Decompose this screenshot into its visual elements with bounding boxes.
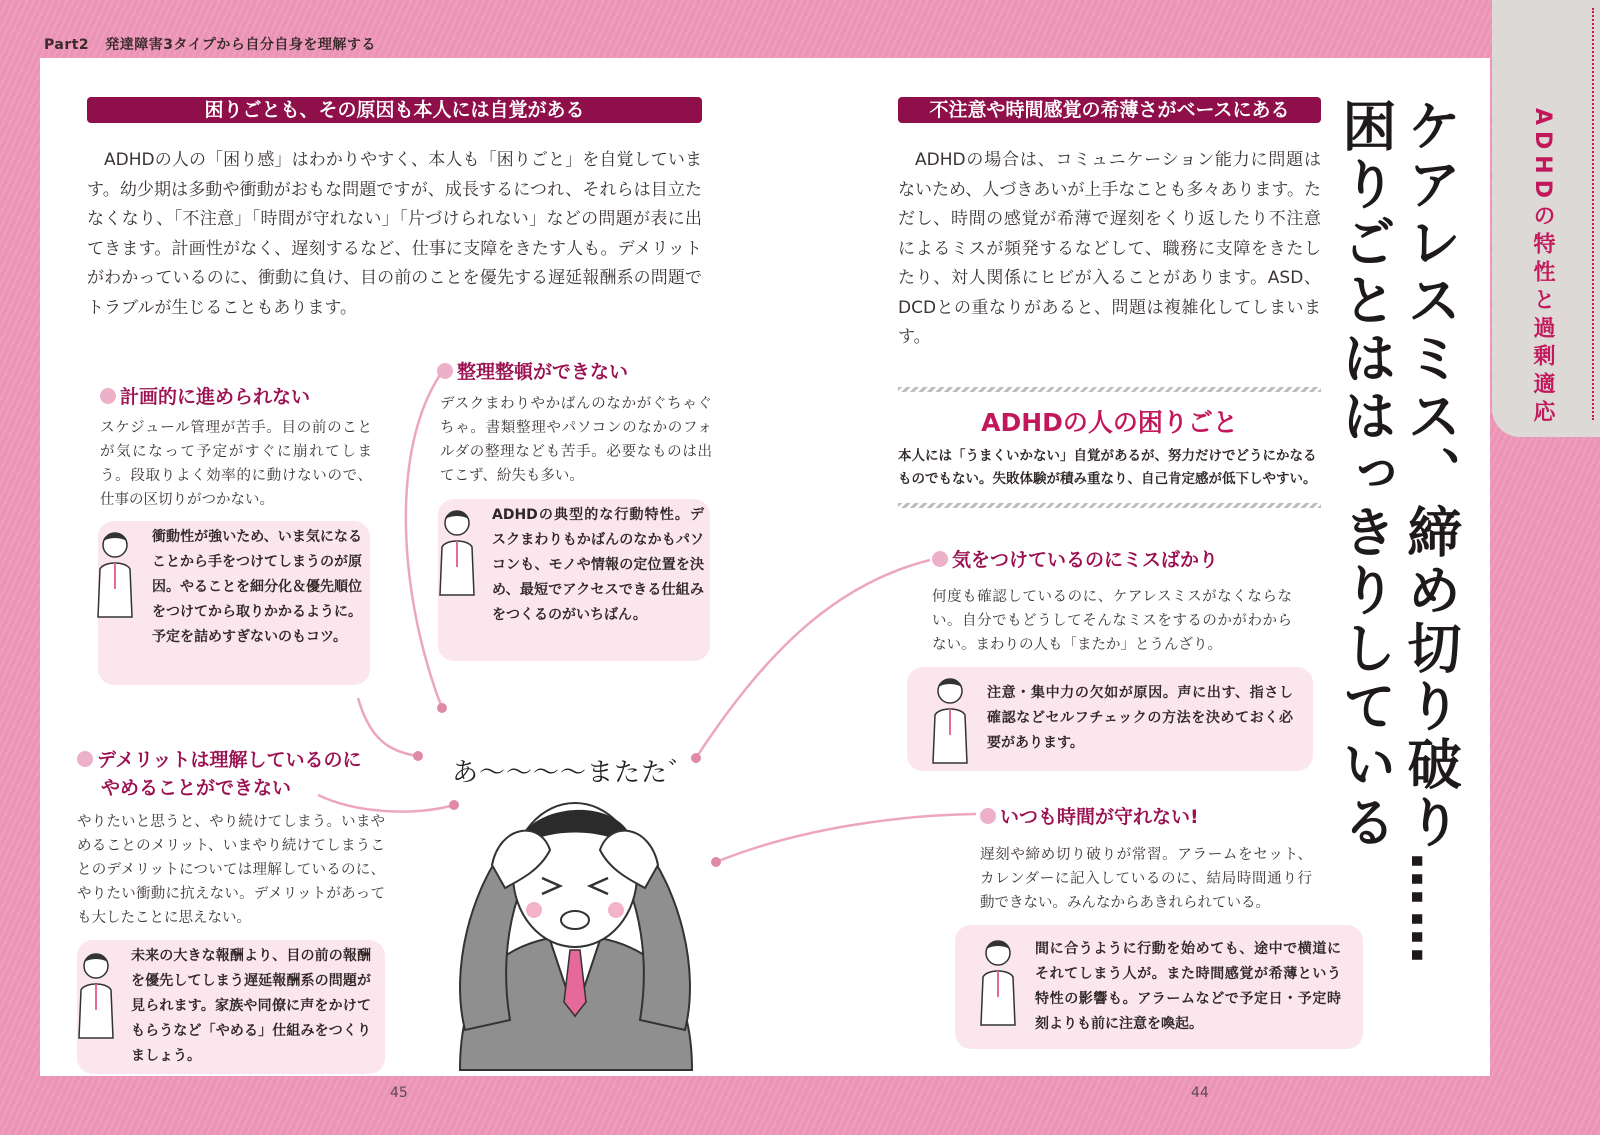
item-planning-tip-text: 衝動性が強いため、いま気になることから手をつけてしまうのが原因。やることを細分化＆優先順位をつけてから取りかかるように。予定を詰めすぎないのもコツ。 [152,529,362,645]
bullet-dot-icon [932,551,948,567]
bullet-dot-icon [100,388,116,404]
item-time-title: いつも時間が守れない! [980,803,1199,831]
left-section-body: ADHDの人の「困り感」はわかりやすく、本人も「困りごと」を自覚しています。幼少期は多動や衝動がおもな問題ですが、成長するにつれ、それらは目立たなくなり、「不注意」「時間が守れない」「片づけられない」などの問題が表に出てきます。計画性がなく、遅刻するなど、仕事に支障をきたす人も。デメリットがわかっているのに、衝動に負け、目の前のことを優先する遅延報酬系の問題でトラブルが生じることもあります。 [87,150,702,318]
doctor-icon [432,507,482,597]
left-section-heading: 困りごとも、その原因も本人には自覚がある [87,97,702,123]
doctor-icon [973,937,1023,1027]
item-tidying-tip [438,499,710,661]
doctor-icon [90,529,140,619]
bullet-dot-icon [437,363,453,379]
item-mistakes-tip [907,667,1313,771]
item-demerit-tip-text: 未来の大きな報酬より、目の前の報酬を優先してしまう遅延報酬系の問題が見られます。家族や同僚に声をかけてもらうなど「やめる」仕組みをつくりましょう。 [131,948,371,1064]
item-time-tip-text: 間に合うように行動を始めても、途中で横道にそれてしまう人が。また時間感覚が希薄という特性の影響も。アラームなどで予定日・予定時刻よりも前に注意を喚起。 [1035,941,1341,1032]
exclamation-bubble: あ〜〜〜〜またた゛ [452,758,696,788]
adhd-box-title: ADHDの人の困りごと [981,408,1238,437]
item-time-tip [955,925,1363,1049]
item-demerit-desc: やりたいと思うと、やり続けてしまう。いまやめることのメリット、いまやり続けてしまうことのデメリットについては理解しているのに、やりたい衝動に抗えない。デメリットがあっても大したことに思えない。 [77,814,385,926]
header-title: 発達障害3タイプから自分自身を理解する [105,37,376,53]
page-number-right: 44 [1191,1085,1209,1101]
bullet-dot-icon [77,751,93,767]
item-tidying-desc: デスクまわりやかばんのなかがぐちゃぐちゃ。書類整理やパソコンのなかのフォルダの整理なども苦手。必要なものは出てこず、紛失も多い。 [440,396,712,484]
doctor-icon [71,950,121,1040]
item-tidying-title: 整理整頓ができない [437,358,628,386]
adhd-box-subtitle-line2: ものでもない。失敗体験が積み重なり、自己肯定感が低下しやすい。 [898,471,1317,487]
bullet-dot-icon [980,808,996,824]
item-tidying-tip-text: ADHDの典型的な行動特性。デスクまわりもかばんのなかもパソコンも、モノや情報の定位置を決め、最短でアクセスできる仕組みをつくるのがいちばん。 [492,507,704,623]
item-planning-tip [98,521,370,685]
right-section-heading: 不注意や時間感覚の希薄さがベースにある [898,97,1321,123]
side-tab-label: ADHDの特性と過剰適応 [1530,108,1555,428]
part-label: Part2 [44,37,90,53]
item-demerit-title: デメリットは理解しているのに やめることができない [77,746,361,802]
doctor-icon [925,675,975,765]
item-mistakes-title: 気をつけているのにミスばかり [932,546,1218,574]
adhd-box-subtitle-line1: 本人には「うまくいかない」自覚があるが、努力だけでどうにかなる [898,448,1317,464]
item-mistakes-desc: 何度も確認しているのに、ケアレスミスがなくならない。自分でもどうしてそんなミスをするのかがわからない。まわりの人も「またか」とうんざり。 [932,589,1292,653]
item-planning-title: 計画的に進められない [100,383,310,411]
item-planning-desc: スケジュール管理が苦手。目の前のことが気になって予定がすぐに崩れてしまう。段取りよく効率的に動けないので、仕事の区切りがつかない。 [100,420,372,508]
page-title-line2: 困りごとははっきりしている [1334,98,1397,852]
right-section-body: ADHDの場合は、コミュニケーション能力に問題はないため、人づきあいが上手なことも多々あります。ただし、時間の感覚が希薄で遅刻をくり返したり不注意によるミスが頻発するなどして、職務に支障をきたしたり、対人関係にヒビが入ることがあります。ASD、DCDとの重なりがあると、問題は複雑化してしまいます。 [898,150,1321,347]
stressed-man-illustration [430,770,720,1070]
page-title-line1: ケアレスミス、締め切り破り…… [1399,98,1462,968]
item-mistakes-tip-text: 注意・集中力の欠如が原因。声に出す、指さし確認などセルフチェックの方法を決めておく必要があります。 [987,685,1293,751]
page-number-left: 45 [390,1085,408,1101]
item-demerit-tip [77,940,385,1074]
item-time-desc: 遅刻や締め切り破りが常習。アラームをセット、カレンダーに記入しているのに、結局時間通り行動できない。みんなからあきれられている。 [980,847,1312,911]
